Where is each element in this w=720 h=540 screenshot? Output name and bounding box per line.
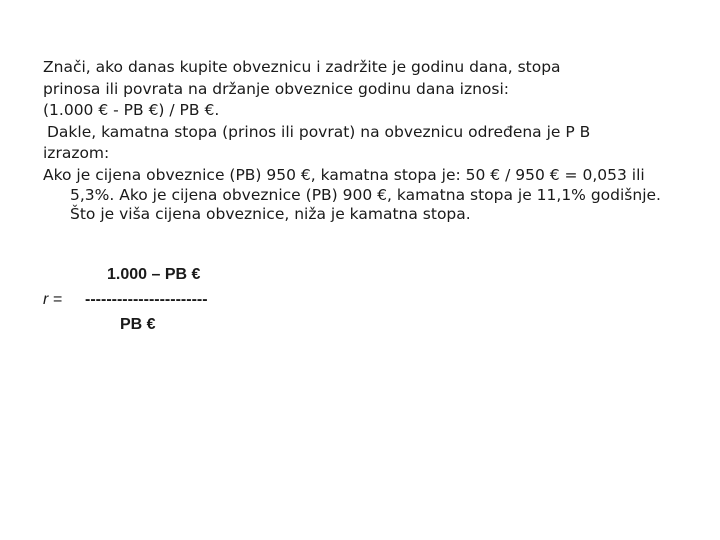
text-line-5: izrazom: <box>43 144 110 162</box>
text-line-3: (1.000 € - PB €) / PB €. <box>43 101 220 119</box>
formula-numerator: 1.000 – PB € <box>107 266 201 283</box>
formula-denominator: PB € <box>120 316 156 333</box>
formula-fraction-bar: ----------------------- <box>85 291 208 308</box>
text-line-2: prinosa ili povrata na držanje obveznice godinu dana iznosi: <box>43 79 509 98</box>
body-text <box>43 57 703 224</box>
formula-fraction-line <box>43 287 208 312</box>
text-line-1: Znači, ako danas kupite obveznicu i zadržite je godinu dana, stopa <box>43 58 561 76</box>
text-line-7: 5,3%. Ako je cijena obveznice (PB) 900 €, kamatna stopa je 11,1% godišnje. <box>70 186 661 204</box>
text-line-4: Dakle, kamatna stopa (prinos ili povrat) na obveznicu određena je P B <box>47 122 591 141</box>
text-line-6: Ako je cijena obveznice (PB) 950 €, kamatna stopa je: 50 € / 950 € = 0,053 ili <box>43 165 645 184</box>
interest-rate-formula <box>43 262 208 337</box>
formula-variable: r = <box>43 291 63 308</box>
text-line-8: Što je viša cijena obveznice, niža je kamatna stopa. <box>70 205 471 223</box>
